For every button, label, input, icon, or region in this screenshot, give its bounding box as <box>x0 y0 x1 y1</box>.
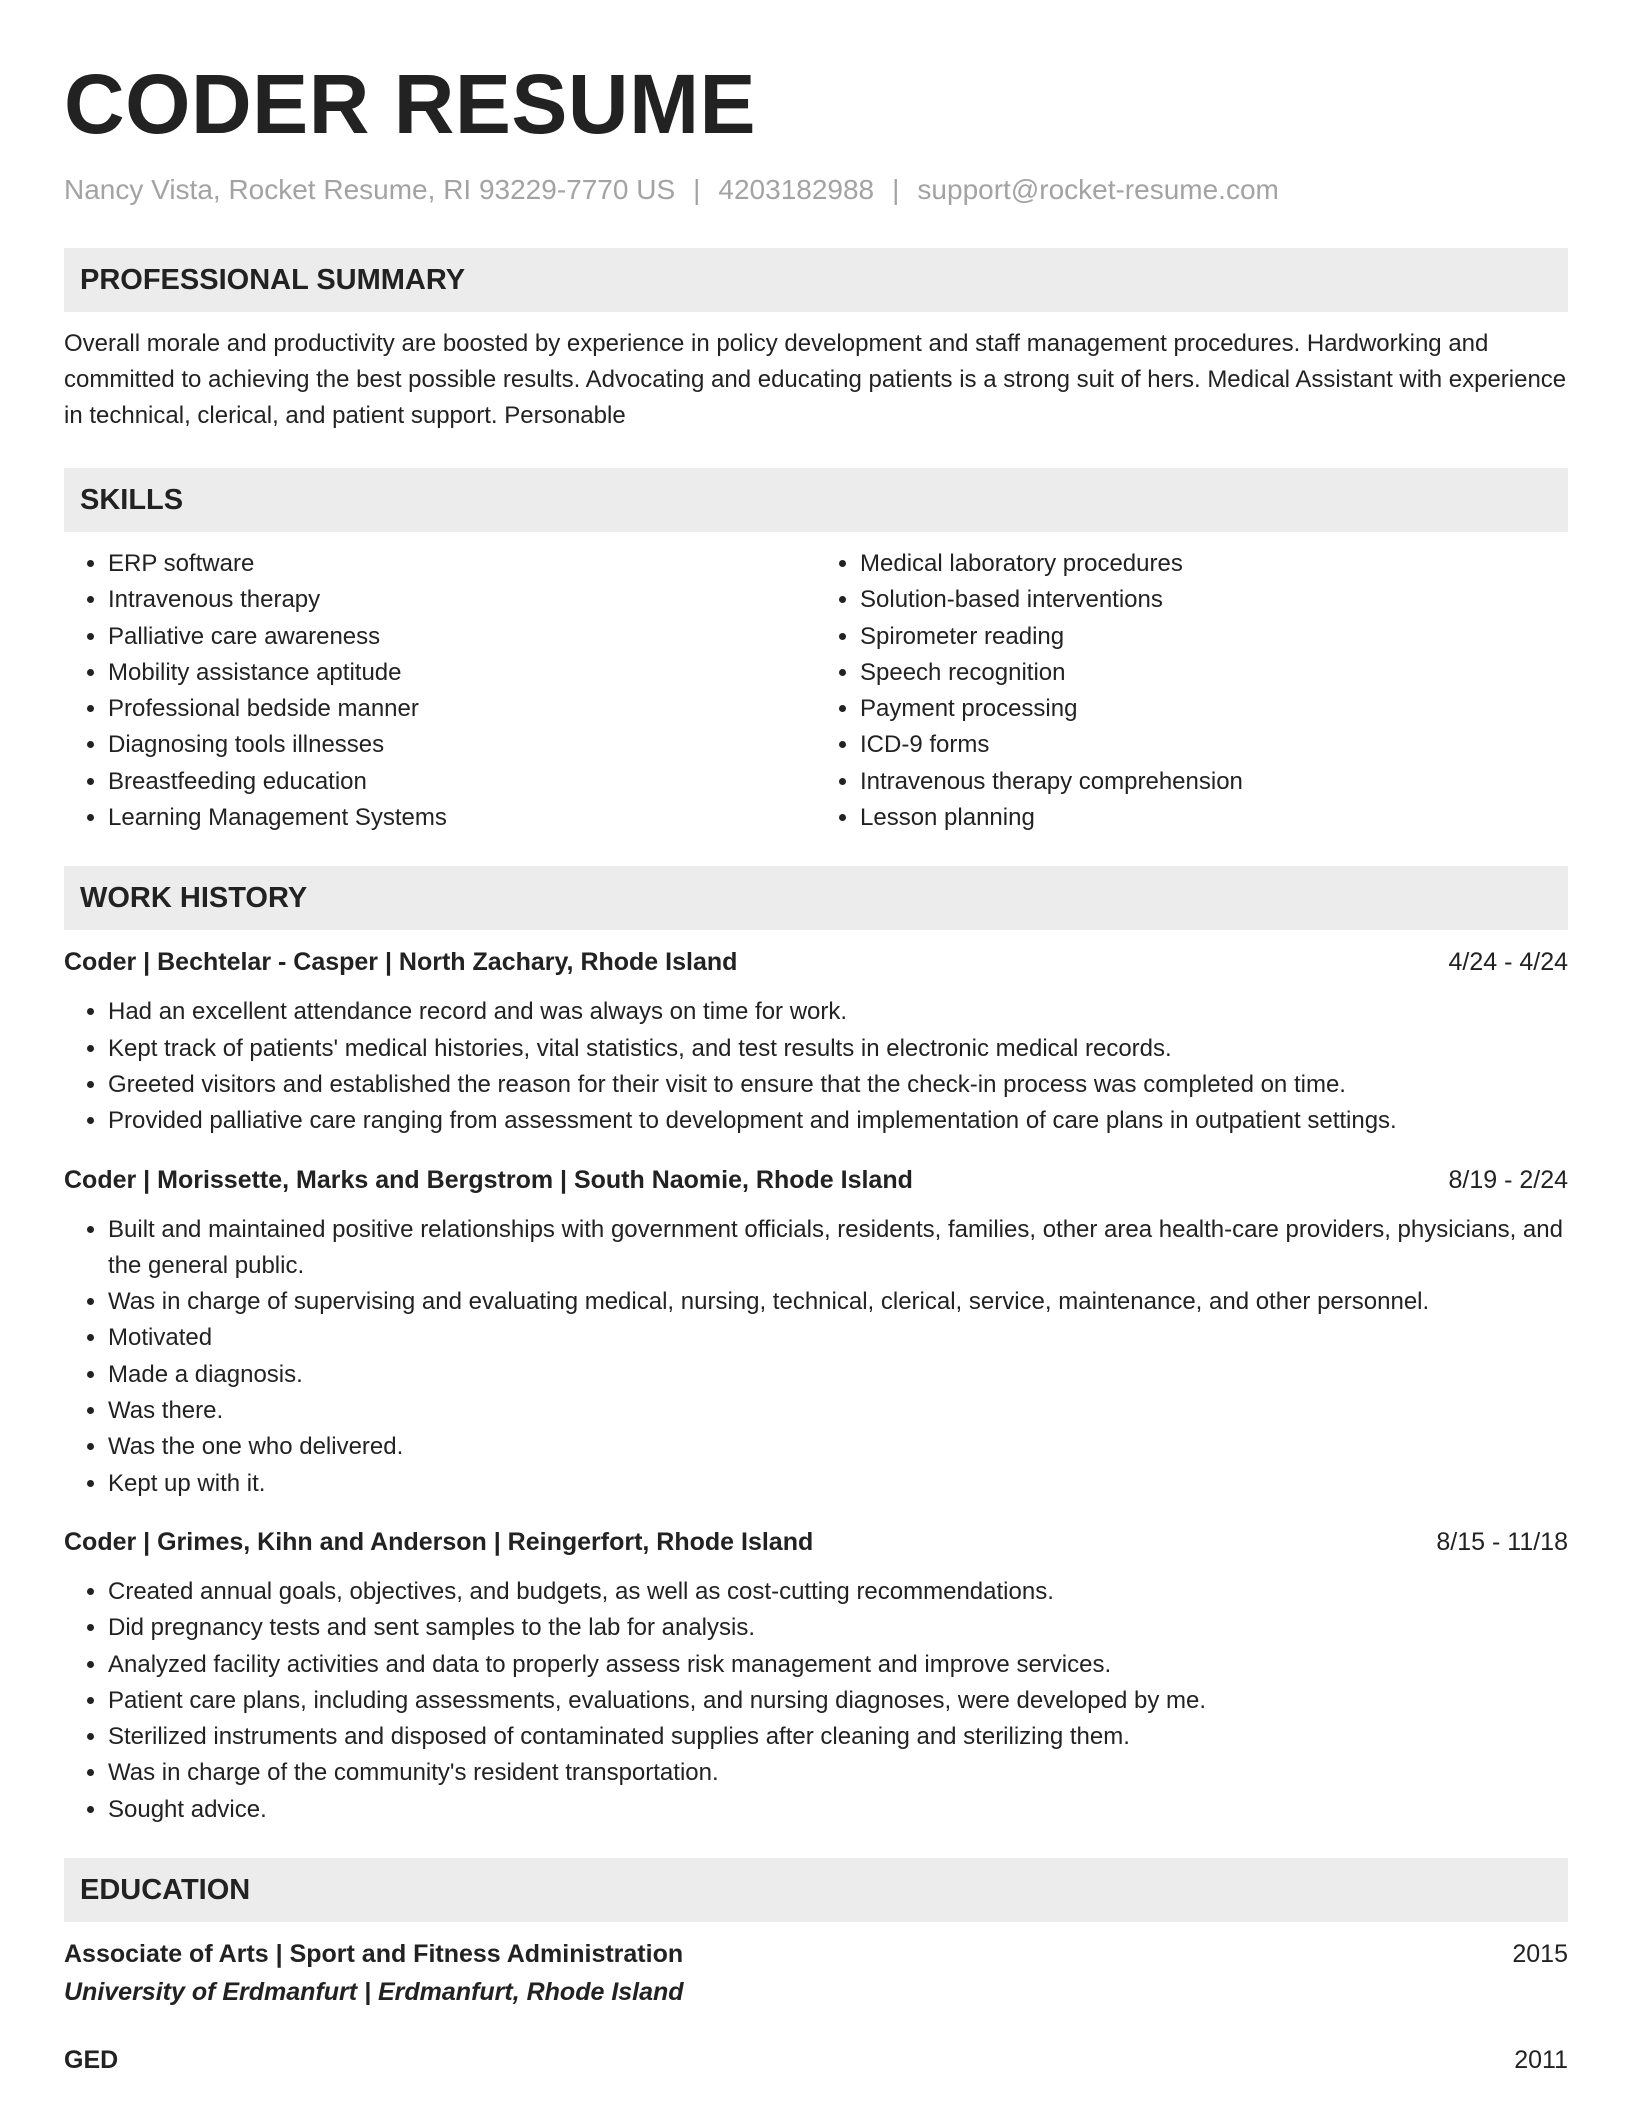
education-entry <box>64 1936 1568 2010</box>
job-header <box>64 1524 1568 1560</box>
job-bullet: • Kept track of patients' medical histories, vital statistics, and test results in electronic medical records. <box>108 1031 1568 1067</box>
job-bullets <box>64 1574 1568 1828</box>
contact-email: support@rocket-resume.com <box>917 174 1279 205</box>
job-bullet: • Created annual goals, objectives, and budgets, as well as cost-cutting recommendations. <box>108 1574 1568 1610</box>
job-bullets <box>64 1212 1568 1502</box>
education-entry <box>64 2042 1568 2078</box>
job-dates: 8/15 - 11/18 <box>1436 1527 1568 1556</box>
skill-item: • Learning Management Systems <box>108 800 816 836</box>
job-bullet: • Greeted visitors and established the reason for their visit to ensure that the check-in process was completed on time. <box>108 1067 1568 1103</box>
contact-separator: | <box>892 174 900 205</box>
contact-phone: 4203182988 <box>718 174 875 205</box>
skill-item: • Lesson planning <box>860 800 1568 836</box>
job-bullet: • Sterilized instruments and disposed of contaminated supplies after cleaning and sterilizing them. <box>108 1719 1568 1755</box>
skills-column-right <box>816 546 1568 836</box>
job-bullet: • Was in charge of supervising and evaluating medical, nursing, technical, clerical, service, maintenance, and other personnel. <box>108 1284 1568 1320</box>
summary-text: Overall morale and productivity are boosted by experience in policy development and staff management procedures. Hardworking and committed to achieving the best possible results. Advocating and educating patients is a strong suit of hers. Medical Assistant with experience in technical, clerical, and patient support. Personable <box>64 330 1567 429</box>
job-header <box>64 944 1568 980</box>
contact-line <box>64 172 1568 208</box>
education-header <box>64 2042 1568 2078</box>
skill-item: • Speech recognition <box>860 655 1568 691</box>
job-bullet: • Built and maintained positive relationships with government officials, residents, families, other area health-care providers, physicians, and the general public. <box>108 1212 1568 1285</box>
job-dates: 8/19 - 2/24 <box>1448 1165 1568 1194</box>
skill-item: • Solution-based interventions <box>860 582 1568 618</box>
skill-item: • Payment processing <box>860 691 1568 727</box>
skill-item: • Diagnosing tools illnesses <box>108 727 816 763</box>
education-degree: GED <box>64 2046 119 2075</box>
skill-item: • Spirometer reading <box>860 619 1568 655</box>
job-bullet: • Was there. <box>108 1393 1568 1429</box>
skills-list <box>64 546 1568 836</box>
skill-item: • Professional bedside manner <box>108 691 816 727</box>
job-bullets <box>64 994 1568 1139</box>
education-year: 2015 <box>1512 1940 1568 1969</box>
education-year: 2011 <box>1514 2046 1568 2075</box>
job-bullet: • Analyzed facility activities and data to properly assess risk management and improve services. <box>108 1647 1568 1683</box>
job-bullet: • Provided palliative care ranging from assessment to development and implementation of care plans in outpatient settings. <box>108 1103 1568 1139</box>
job-bullet: • Made a diagnosis. <box>108 1357 1568 1393</box>
job-bullet: • Patient care plans, including assessments, evaluations, and nursing diagnoses, were developed by me. <box>108 1683 1568 1719</box>
job-entry <box>64 1524 1568 1828</box>
skill-item: • Breastfeeding education <box>108 764 816 800</box>
job-entry <box>64 944 1568 1139</box>
skill-item: • Palliative care awareness <box>108 619 816 655</box>
section-header-skills: SKILLS <box>64 468 1568 532</box>
job-bullet: • Motivated <box>108 1320 1568 1356</box>
skill-item: • Mobility assistance aptitude <box>108 655 816 691</box>
contact-address: Nancy Vista, Rocket Resume, RI 93229-7770 US <box>64 174 676 205</box>
skill-item: • Intravenous therapy <box>108 582 816 618</box>
job-bullet: • Was in charge of the community's resident transportation. <box>108 1755 1568 1791</box>
education-school: University of Erdmanfurt | Erdmanfurt, Rhode Island <box>64 1978 684 2007</box>
skill-item: • ICD-9 forms <box>860 727 1568 763</box>
section-header-education: EDUCATION <box>64 1858 1568 1922</box>
section-header-work-history: WORK HISTORY <box>64 866 1568 930</box>
job-bullet: • Was the one who delivered. <box>108 1429 1568 1465</box>
job-dates: 4/24 - 4/24 <box>1448 948 1568 977</box>
job-header <box>64 1162 1568 1198</box>
job-title: Coder | Morissette, Marks and Bergstrom | South Naomie, Rhode Island <box>64 1165 913 1194</box>
skills-column-left <box>64 546 816 836</box>
job-title: Coder | Grimes, Kihn and Anderson | Reingerfort, Rhode Island <box>64 1527 814 1556</box>
section-header-summary: PROFESSIONAL SUMMARY <box>64 248 1568 312</box>
job-bullet: • Sought advice. <box>108 1792 1568 1828</box>
education-header <box>64 1936 1568 1972</box>
contact-separator: | <box>693 174 701 205</box>
skill-item: • ERP software <box>108 546 816 582</box>
job-title: Coder | Bechtelar - Casper | North Zachary, Rhode Island <box>64 948 738 977</box>
education-degree: Associate of Arts | Sport and Fitness Administration <box>64 1940 684 1969</box>
skill-item: • Medical laboratory procedures <box>860 546 1568 582</box>
job-bullet: • Did pregnancy tests and sent samples to the lab for analysis. <box>108 1610 1568 1646</box>
job-bullet: • Kept up with it. <box>108 1466 1568 1502</box>
job-bullet: • Had an excellent attendance record and was always on time for work. <box>108 994 1568 1030</box>
skill-item: • Intravenous therapy comprehension <box>860 764 1568 800</box>
resume-title: CODER RESUME <box>64 57 757 151</box>
job-entry <box>64 1162 1568 1502</box>
